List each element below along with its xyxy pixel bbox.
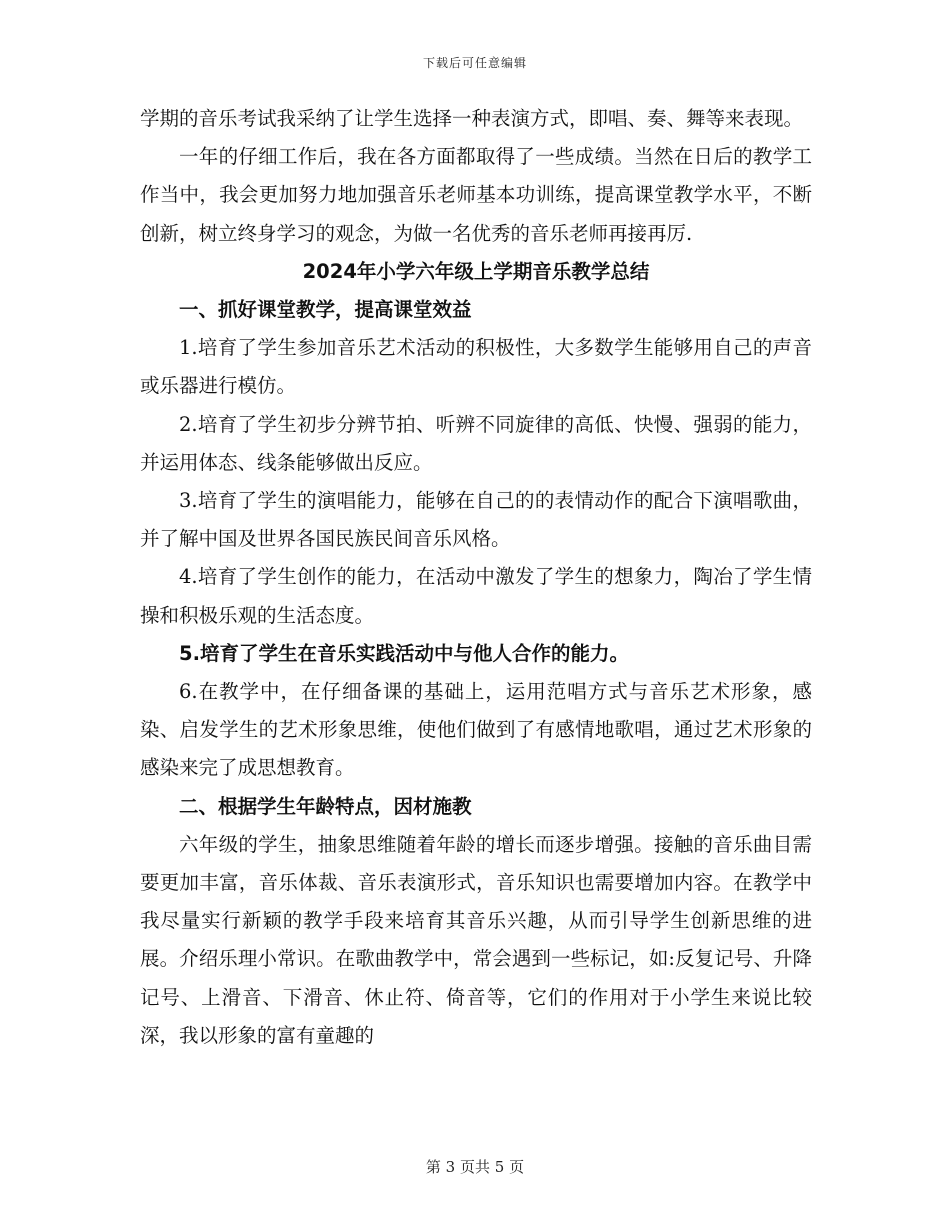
paragraph-exam-method: 学期的音乐考试我采纳了让学生选择一种表演方式，即唱、奏、舞等来表现。 [140,107,804,130]
list-item-1: 1.培育了学生参加音乐艺术活动的积极性，大多数学生能够用自己的声音或乐器进行模仿。 [140,336,812,398]
page-header: 下载后可任意编辑 [422,56,527,70]
list-item-4: 4.培育了学生创作的能力，在活动中激发了学生的想象力，陶冶了学生情操和积极乐观的生活态度。 [140,565,812,627]
list-item-3: 3.培育了学生的演唱能力，能够在自己的的表情动作的配合下演唱歌曲，并了解中国及世界各国民族民间音乐风格。 [140,489,812,551]
section-heading-2: 二、根据学生年龄特点，因材施教 [179,794,472,818]
page-footer: 第 3 页共 5 页 [425,1158,525,1176]
document-body [140,100,812,1055]
paragraph-year-summary: 一年的仔细工作后，我在各方面都取得了一些成绩。当然在日后的教学工作当中，我会更加努力地加强音乐老师基本功训练，提高课堂教学水平，不断创新，树立终身学习的观念，为做一名优秀的音乐老师再接再厉. [140,145,812,245]
list-item-5: 5.培育了学生在音乐实践活动中与他人合作的能力。 [179,641,629,665]
list-item-2: 2.培育了学生初步分辨节拍、听辨不同旋律的高低、快慢、强弱的能力，并运用体态、线条能够做出反应。 [140,412,812,474]
list-item-6: 6.在教学中，在仔细备课的基础上，运用范唱方式与音乐艺术形象，感染、启发学生的艺术形象思维，使他们做到了有感情地歌唱，通过艺术形象的感染来完了成思想教育。 [140,680,812,780]
section-heading-1: 一、抓好课堂教学，提高课堂效益 [179,298,472,322]
document-title: 2024年小学六年级上学期音乐教学总结 [302,259,650,283]
paragraph-grade-six: 六年级的学生，抽象思维随着年龄的增长而逐步增强。接触的音乐曲目需要更加丰富，音乐体裁、音乐表演形式，音乐知识也需要增加内容。在教学中我尽量实行新颖的教学手段来培育其音乐兴趣，从而引导学生创新思维的进展。介绍乐理小常识。在歌曲教学中，常会遇到一些标记，如:反复记号、升降记号、上滑音、下滑音、休止符、倚音等，它们的作用对于小学生来说比较深，我以形象的富有童趣的 [140,832,812,1047]
